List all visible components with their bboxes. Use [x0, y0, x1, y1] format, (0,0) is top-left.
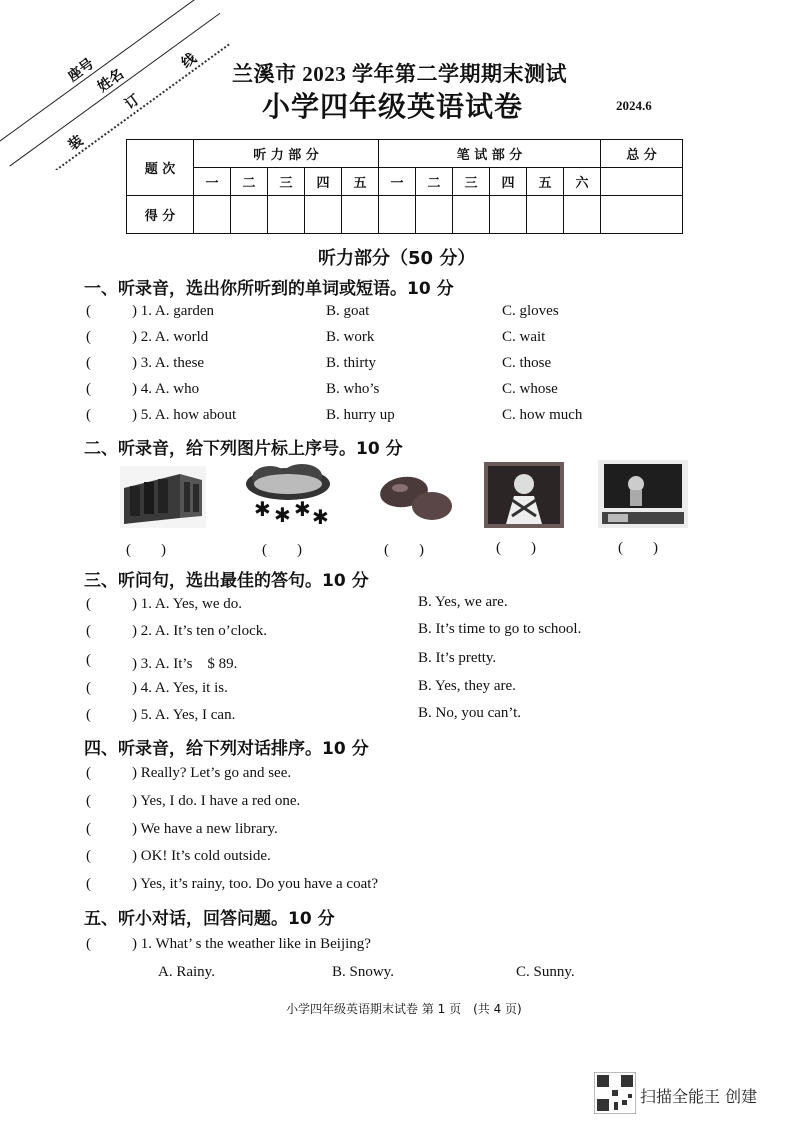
option-b: B. It’s time to go to school.: [418, 621, 582, 637]
option-a: ) 2. A. It’s ten o’clock.: [132, 623, 267, 639]
writing-group-header: 笔 试 部 分: [379, 140, 601, 168]
option-c: C. how much: [502, 407, 583, 423]
svg-text:✱: ✱: [274, 503, 291, 527]
answer-paren-open[interactable]: (: [86, 596, 91, 612]
bind-word-3: 线: [178, 50, 200, 72]
part5-option-a: A. Rainy.: [158, 964, 215, 980]
score-row-label: 得 分: [127, 196, 194, 234]
option-a: ) 3. A. these: [132, 355, 205, 371]
option-c: C. whose: [502, 381, 558, 397]
part3-title: 三、听问句，选出最佳的答句。10 分: [84, 571, 369, 591]
name-label: 姓名: [94, 66, 127, 96]
seat-label: 座号: [65, 55, 98, 86]
list-item: [86, 355, 552, 372]
writing-col: 一: [379, 168, 416, 196]
svg-text:✱: ✱: [312, 505, 329, 528]
library-shelves-picture: [120, 466, 206, 528]
picture-answer-paren-3[interactable]: ( ): [384, 542, 424, 558]
option-b: B. work: [326, 329, 375, 345]
option-a: ) 4. A. Yes, it is.: [132, 680, 228, 696]
score-cell[interactable]: [305, 196, 342, 234]
total-score-cell[interactable]: [601, 196, 683, 234]
list-item: [86, 650, 497, 672]
answer-paren-open[interactable]: (: [86, 303, 91, 319]
list-item: [86, 329, 546, 346]
option-b: B. who’s: [326, 381, 380, 397]
total-blank[interactable]: [601, 168, 683, 196]
answer-paren-open[interactable]: (: [86, 652, 91, 668]
part5-title: 五、听小对话，回答问题。10 分: [84, 909, 335, 929]
list-item: [86, 594, 508, 613]
writing-col: 四: [490, 168, 527, 196]
answer-paren-open[interactable]: (: [86, 707, 91, 723]
list-item: [86, 821, 278, 838]
score-cell[interactable]: [342, 196, 379, 234]
answer-paren-open[interactable]: (: [86, 821, 91, 837]
score-cell[interactable]: [453, 196, 490, 234]
option-a: ) 1. A. garden: [132, 303, 215, 319]
option-b: B. Yes, we are.: [418, 594, 508, 610]
picture-answer-paren-5[interactable]: ( ): [618, 540, 658, 556]
answer-paren-open[interactable]: (: [86, 623, 91, 639]
list-item: [86, 303, 559, 320]
writing-col: 二: [416, 168, 453, 196]
answer-paren-open[interactable]: (: [86, 407, 91, 423]
answer-paren-open[interactable]: (: [86, 765, 91, 781]
option-b: B. It’s pretty.: [418, 650, 497, 666]
items-row-label: 题 次: [127, 140, 194, 196]
score-cell[interactable]: [527, 196, 564, 234]
question-text: ) 1. What’ s the weather like in Beijing?: [132, 936, 371, 952]
answer-paren-open[interactable]: (: [86, 355, 91, 371]
listening-col: 五: [342, 168, 379, 196]
part1-title: 一、听录音，选出你所听到的单词或短语。10 分: [84, 279, 454, 299]
listening-col: 四: [305, 168, 342, 196]
option-b: B. No, you can’t.: [418, 705, 522, 721]
option-a: ) 5. A. how about: [132, 407, 237, 423]
score-table: [126, 139, 683, 234]
answer-paren-open[interactable]: (: [86, 680, 91, 696]
potatoes-picture: [376, 470, 462, 530]
picture-answer-paren-1[interactable]: ( ): [126, 542, 166, 558]
option-a: ) 3. A. It’s $ 89.: [132, 656, 238, 672]
writing-col: 三: [453, 168, 490, 196]
score-cell[interactable]: [231, 196, 268, 234]
answer-paren-open[interactable]: (: [86, 876, 91, 892]
part5-option-b: B. Snowy.: [332, 964, 394, 980]
listening-group-header: 听 力 部 分: [194, 140, 379, 168]
dialogue-line: ) Really? Let’s go and see.: [132, 765, 292, 781]
list-item: [86, 381, 558, 398]
option-c: C. gloves: [502, 303, 559, 319]
list-item: [86, 793, 301, 810]
list-item: [86, 621, 582, 640]
picture-answer-paren-4[interactable]: ( ): [496, 540, 536, 556]
scanner-watermark: 扫描全能王 创建: [640, 1087, 758, 1106]
total-header: 总 分: [601, 140, 683, 168]
picture-answer-paren-2[interactable]: ( ): [262, 542, 302, 558]
dialogue-line: ) Yes, I do. I have a red one.: [132, 793, 301, 809]
list-item: [86, 678, 516, 697]
answer-paren-open[interactable]: (: [86, 381, 91, 397]
option-b: B. goat: [326, 303, 370, 319]
score-cell[interactable]: [490, 196, 527, 234]
dialogue-line: ) Yes, it’s rainy, too. Do you have a coat?: [132, 876, 379, 892]
answer-paren-open[interactable]: (: [86, 936, 91, 952]
answer-paren-open[interactable]: (: [86, 793, 91, 809]
option-a: ) 4. A. who: [132, 381, 200, 397]
part4-title: 四、听录音，给下列对话排序。10 分: [84, 739, 369, 759]
list-item: [86, 705, 522, 724]
qr-code-icon: [594, 1072, 636, 1114]
bind-word-1: 装: [65, 132, 87, 154]
score-cell[interactable]: [379, 196, 416, 234]
part5-question: [86, 936, 371, 953]
option-c: C. those: [502, 355, 552, 371]
option-a: ) 1. A. Yes, we do.: [132, 596, 243, 612]
scarf-person-picture: [484, 462, 564, 528]
option-a: ) 2. A. world: [132, 329, 209, 345]
answer-paren-open[interactable]: (: [86, 329, 91, 345]
dialogue-line: ) OK! It’s cold outside.: [132, 848, 271, 864]
part5-option-c: C. Sunny.: [516, 964, 575, 980]
list-item: [86, 848, 271, 865]
svg-text:✱: ✱: [254, 497, 271, 521]
option-a: ) 5. A. Yes, I can.: [132, 707, 236, 723]
score-cell[interactable]: [564, 196, 601, 234]
answer-paren-open[interactable]: (: [86, 848, 91, 864]
writing-col: 六: [564, 168, 601, 196]
listening-heading: 听力部分（50 分）: [318, 248, 476, 269]
score-cell[interactable]: [268, 196, 305, 234]
classroom-picture: [598, 460, 688, 528]
page-footer: 小学四年级英语期末试卷 第 1 页 (共 4 页): [286, 1002, 522, 1016]
dialogue-line: ) We have a new library.: [132, 821, 278, 837]
score-cell[interactable]: [194, 196, 231, 234]
listening-col: 三: [268, 168, 305, 196]
option-b: B. hurry up: [326, 407, 395, 423]
writing-col: 五: [527, 168, 564, 196]
list-item: [86, 876, 379, 893]
option-b: B. Yes, they are.: [418, 678, 516, 694]
exam-date: 2024.6: [616, 98, 652, 113]
score-cell[interactable]: [416, 196, 453, 234]
bind-word-2: 订: [122, 91, 143, 113]
list-item: [86, 407, 583, 424]
listening-col: 二: [231, 168, 268, 196]
listening-col: 一: [194, 168, 231, 196]
part2-title: 二、听录音，给下列图片标上序号。10 分: [84, 439, 403, 459]
exam-title-line2: 小学四年级英语试卷: [262, 92, 524, 123]
exam-title-line1: 兰溪市 2023 学年第二学期期末测试: [232, 62, 567, 86]
list-item: [86, 765, 292, 782]
svg-text:✱: ✱: [294, 497, 311, 521]
option-c: C. wait: [502, 329, 546, 345]
snowy-weather-picture: [240, 464, 336, 528]
option-b: B. thirty: [326, 355, 377, 371]
